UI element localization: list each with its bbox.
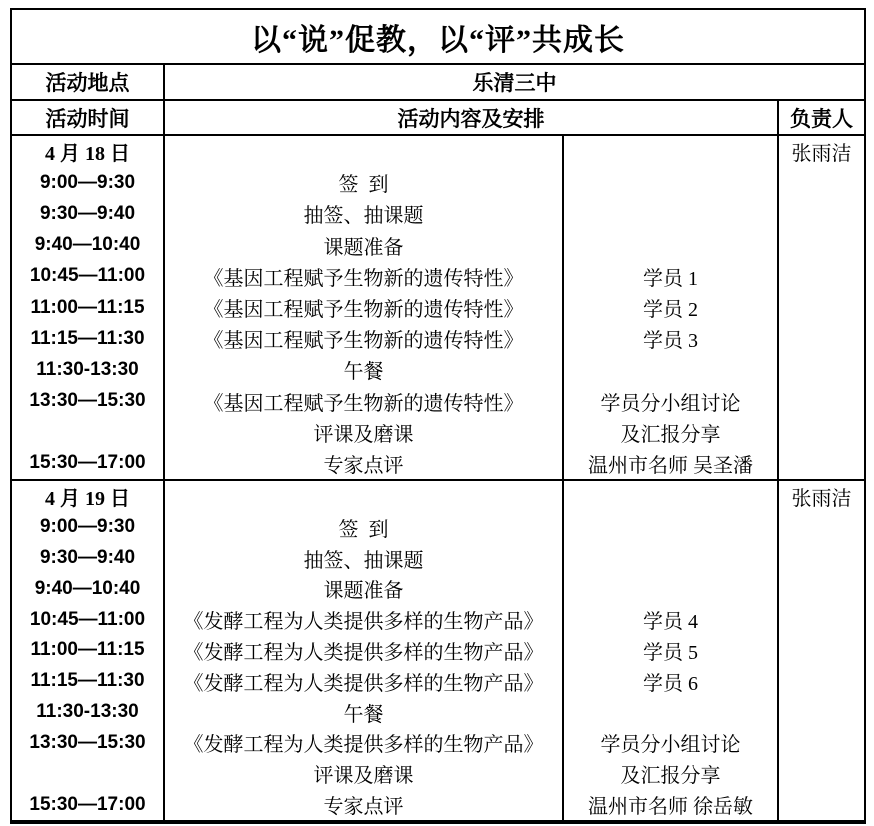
column-header-row	[12, 101, 864, 136]
content-cell: 午餐	[343, 361, 384, 384]
spacer	[779, 230, 864, 261]
time-cell: 10:45—11:00	[29, 265, 146, 287]
spacer	[779, 635, 864, 666]
spacer	[779, 604, 864, 635]
time-cell: 13:30—15:30	[29, 731, 146, 753]
time-column	[12, 136, 165, 479]
note-cell: 温州市名师 徐岳敏	[588, 796, 753, 819]
date-label: 4 月 19 日	[45, 487, 130, 510]
note-cell: 学员 6	[643, 672, 698, 695]
content-cell: 课题准备	[323, 580, 404, 603]
note-cell: 学员 3	[643, 330, 698, 353]
content-cell: 《基因工程赋予生物新的遗传特性》	[203, 330, 524, 353]
note-cell	[564, 573, 777, 604]
time-cell: 9:00—9:30	[39, 516, 136, 538]
note-cell: 及汇报分享	[620, 423, 721, 446]
spacer	[779, 261, 864, 292]
spacer	[564, 481, 777, 512]
note-cell	[564, 354, 777, 385]
note-cell: 及汇报分享	[620, 765, 721, 788]
content-cell: 签 到	[338, 174, 389, 197]
spacer	[779, 386, 864, 417]
content-cell: 《基因工程赋予生物新的遗传特性》	[203, 392, 524, 415]
owner-column	[779, 136, 864, 479]
note-column	[564, 136, 779, 479]
spacer	[564, 136, 777, 167]
spacer	[779, 543, 864, 574]
spacer	[779, 573, 864, 604]
owner-column	[779, 481, 864, 820]
day-block-april-19	[12, 481, 864, 820]
note-cell	[564, 512, 777, 543]
location-label: 活动地点	[12, 65, 165, 99]
content-cell: 《基因工程赋予生物新的遗传特性》	[203, 299, 524, 322]
time-cell: 11:15—11:30	[30, 327, 145, 349]
content-cell: 评课及磨课	[313, 423, 414, 446]
spacer	[165, 481, 562, 512]
content-cell: 签 到	[338, 518, 389, 541]
content-cell: 评课及磨课	[313, 765, 414, 788]
time-cell: 9:40—10:40	[34, 577, 141, 599]
time-cell: 15:30—17:00	[29, 793, 146, 815]
note-column	[564, 481, 779, 820]
spacer	[779, 789, 864, 820]
spacer	[779, 354, 864, 385]
time-cell	[12, 417, 163, 448]
time-column	[12, 481, 165, 820]
time-cell: 11:00—11:15	[30, 639, 145, 661]
location-row	[12, 65, 864, 101]
header-owner: 负责人	[790, 106, 853, 131]
owner-name: 张雨洁	[791, 143, 852, 166]
spacer	[779, 323, 864, 354]
note-cell: 温州市名师 吴圣潘	[588, 454, 753, 477]
content-cell: 《发酵工程为人类提供多样的生物产品》	[183, 611, 544, 634]
content-column	[165, 481, 564, 820]
time-cell: 11:00—11:15	[30, 296, 145, 318]
note-cell: 学员分小组讨论	[600, 734, 741, 757]
spacer	[779, 448, 864, 479]
note-cell	[564, 198, 777, 229]
content-cell: 午餐	[343, 703, 384, 726]
spacer	[779, 697, 864, 728]
content-cell: 专家点评	[323, 454, 404, 477]
note-cell: 学员 1	[643, 267, 698, 290]
spacer	[165, 136, 562, 167]
time-cell: 9:40—10:40	[34, 234, 141, 256]
location-value: 乐清三中	[472, 71, 557, 95]
spacer	[779, 758, 864, 789]
time-cell: 11:30-13:30	[36, 701, 139, 723]
content-cell: 课题准备	[323, 236, 404, 259]
spacer	[779, 728, 864, 759]
content-cell: 专家点评	[323, 796, 404, 819]
time-cell: 9:30—9:40	[39, 547, 136, 569]
note-cell	[564, 167, 777, 198]
spacer	[779, 167, 864, 198]
note-cell: 学员分小组讨论	[600, 392, 741, 415]
time-cell: 9:30—9:40	[39, 202, 136, 224]
content-cell: 抽签、抽课题	[303, 549, 424, 572]
day-block-april-18	[12, 136, 864, 481]
content-cell: 《发酵工程为人类提供多样的生物产品》	[183, 734, 544, 757]
schedule-table	[10, 8, 866, 824]
time-cell: 9:00—9:30	[39, 171, 136, 193]
time-cell: 11:30-13:30	[36, 358, 139, 380]
content-cell: 抽签、抽课题	[303, 205, 424, 228]
owner-name: 张雨洁	[791, 487, 852, 510]
time-cell: 10:45—11:00	[29, 608, 146, 630]
header-content: 活动内容及安排	[165, 101, 779, 134]
note-cell	[564, 697, 777, 728]
header-time: 活动时间	[12, 101, 165, 134]
spacer	[779, 198, 864, 229]
note-cell: 学员 5	[643, 641, 698, 664]
page-title: 以“说”促教，以“评”共成长	[12, 10, 864, 65]
spacer	[779, 292, 864, 323]
time-cell: 15:30—17:00	[29, 452, 146, 474]
spacer	[779, 512, 864, 543]
note-cell: 学员 4	[643, 611, 698, 634]
time-cell	[12, 758, 163, 789]
time-cell: 11:15—11:30	[30, 670, 145, 692]
spacer	[779, 666, 864, 697]
note-cell	[564, 543, 777, 574]
spacer	[779, 417, 864, 448]
date-label: 4 月 18 日	[45, 143, 130, 166]
note-cell: 学员 2	[643, 299, 698, 322]
content-cell: 《基因工程赋予生物新的遗传特性》	[203, 267, 524, 290]
time-cell: 13:30—15:30	[29, 390, 146, 412]
content-cell: 《发酵工程为人类提供多样的生物产品》	[183, 641, 544, 664]
content-cell: 《发酵工程为人类提供多样的生物产品》	[183, 672, 544, 695]
content-column	[165, 136, 564, 479]
note-cell	[564, 230, 777, 261]
